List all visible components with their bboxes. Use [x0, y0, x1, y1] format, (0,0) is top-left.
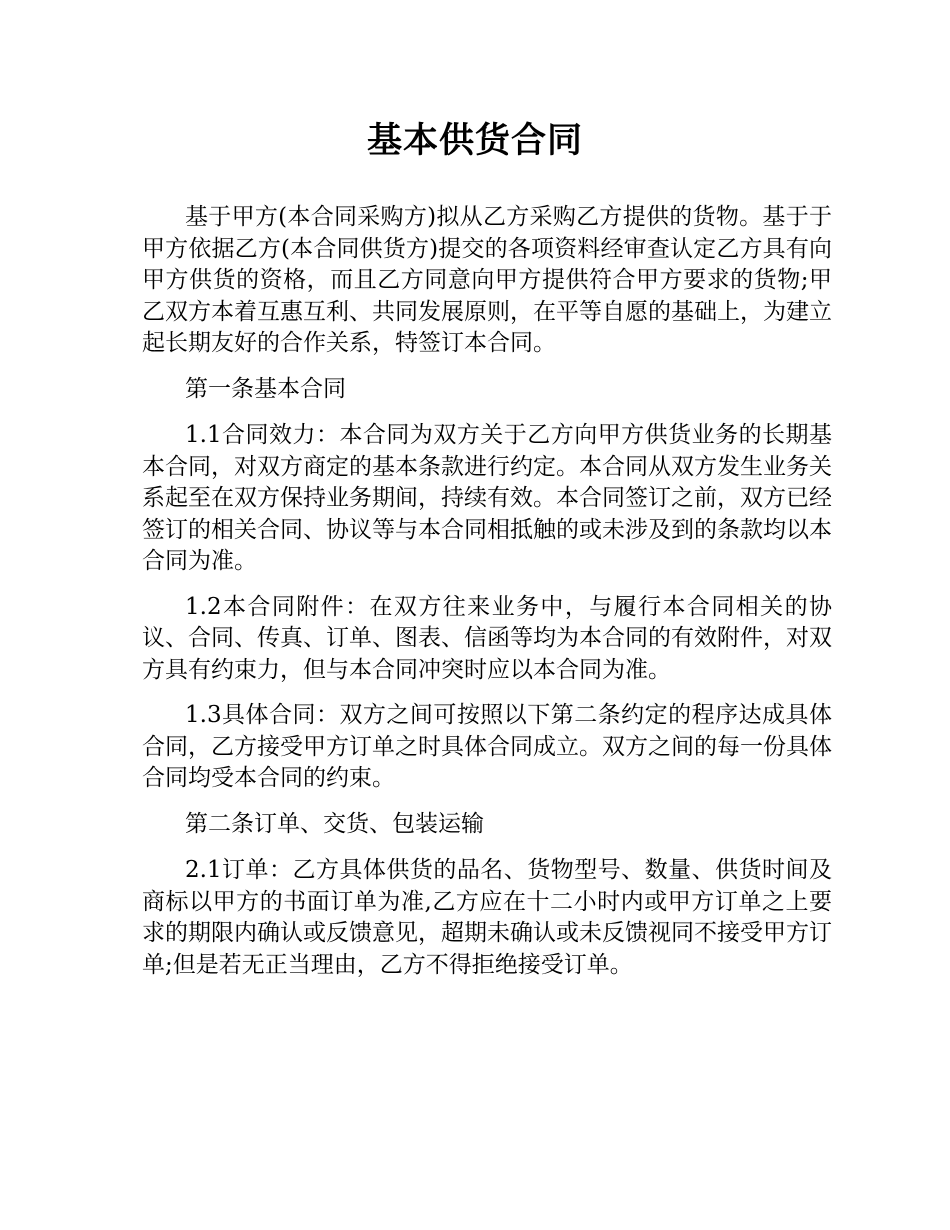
clause-1-2-paragraph: 1.2本合同附件：在双方往来业务中，与履行本合同相关的协议、合同、传真、订单、图表、信函等均为本合同的有效附件，对双方具有约束力，但与本合同冲突时应以本合同为准。 — [142, 593, 832, 683]
document-body — [142, 202, 832, 995]
clause-1-1-paragraph: 1.1合同效力：本合同为双方关于乙方向甲方供货业务的长期基本合同，对双方商定的基本条款进行约定。本合同从双方发生业务关系起至在双方保持业务期间，持续有效。本合同签订之前，双方已经签订的相关合同、协议等与本合同相抵触的或未涉及到的条款均以本合同为准。 — [142, 422, 832, 574]
preamble-paragraph: 基于甲方(本合同采购方)拟从乙方采购乙方提供的货物。基于于甲方依据乙方(本合同供货方)提交的各项资料经审查认定乙方具有向甲方供货的资格，而且乙方同意向甲方提供符合甲方要求的货物;甲乙双方本着互惠互利、共同发展原则，在平等自愿的基础上，为建立起长期友好的合作关系，特签订本合同。 — [142, 204, 832, 356]
clause-2-1-paragraph: 2.1订单：乙方具体供货的品名、货物型号、数量、供货时间及商标以甲方的书面订单为准,乙方应在十二小时内或甲方订单之上要求的期限内确认或反馈意见，超期未确认或未反馈视同不接受甲方订单;但是若无正当理由，乙方不得拒绝接受订单。 — [142, 857, 832, 978]
article-1-heading: 第一条基本合同 — [185, 375, 346, 402]
clause-1-3-paragraph: 1.3具体合同：双方之间可按照以下第二条约定的程序达成具体合同，乙方接受甲方订单之时具体合同成立。双方之间的每一份具体合同均受本合同的约束。 — [142, 702, 832, 791]
document-title: 基本供货合同 — [366, 121, 583, 161]
article-2-heading: 第二条订单、交货、包装运输 — [185, 810, 484, 837]
